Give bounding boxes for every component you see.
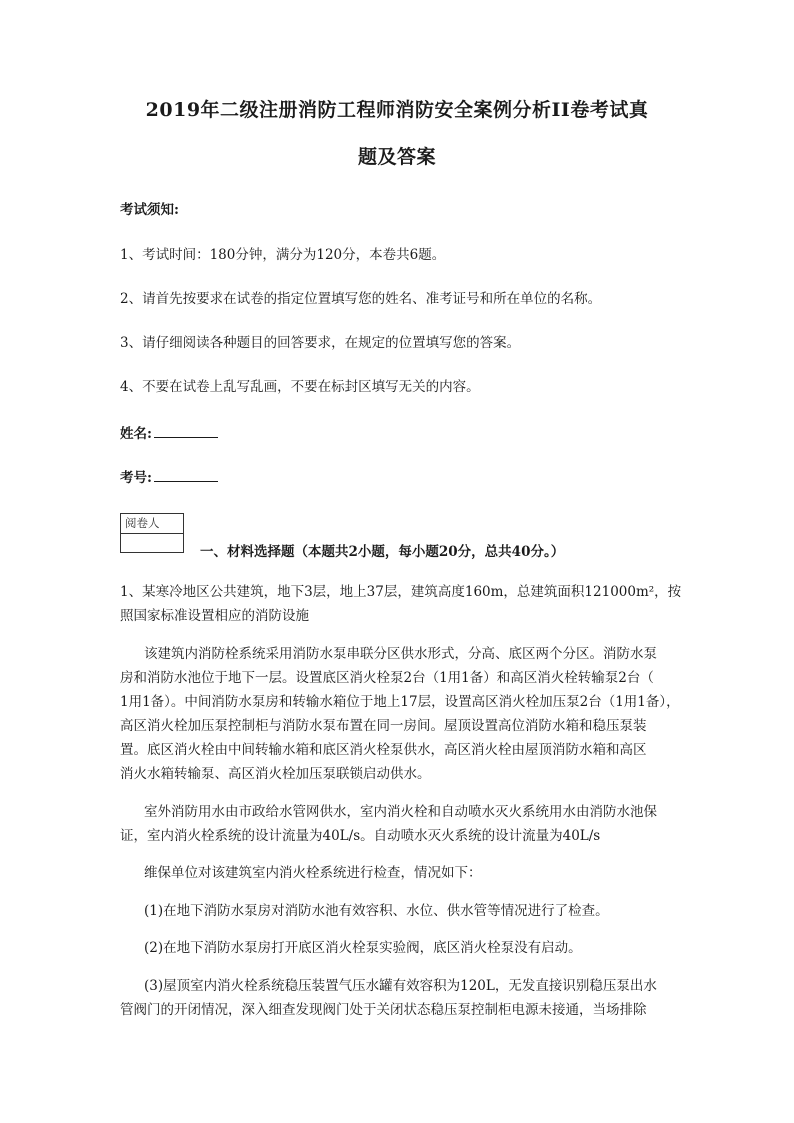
- paragraph-line: 管阀门的开闭情况，深入细查发现阀门处于关闭状态稳压泵控制柜电源未接通，当场排除: [120, 1002, 647, 1018]
- notice-item-2: 2、请首先按要求在试卷的指定位置填写您的姓名、准考证号和所在单位的名称。: [120, 291, 602, 307]
- check-item-1: [120, 899, 668, 923]
- question1-intro-line: 照国家标准设置相应的消防设施: [120, 608, 309, 624]
- question1-intro: [120, 580, 682, 628]
- paragraph-line: 置。底区消火栓由中间转输水箱和底区消火栓泵供水，高区消火栓由屋顶消防水箱和高区: [120, 742, 647, 758]
- notice-item-1: 1、考试时间：180分钟，满分为120分，本卷共6题。: [120, 247, 446, 263]
- page-title-line2: 题及答案: [357, 146, 436, 168]
- grader-stamp-box: [120, 513, 184, 553]
- question1-paragraph-2: [120, 800, 668, 848]
- number-blank[interactable]: [154, 467, 218, 482]
- check-item-3: [120, 974, 668, 1022]
- paragraph-line: 房和消防水池位于地下一层。设置底区消火栓泵2台（1用1备）和高区消火栓转输泵2台（: [120, 670, 654, 686]
- paragraph-line: 维保单位对该建筑室内消火栓系统进行检查，情况如下：: [144, 865, 482, 881]
- paragraph-line: 消火水箱转输泵、高区消火栓加压泵联锁启动供水。: [120, 766, 431, 782]
- section-heading: 一、材料选择题（本题共2小题，每小题20分，总共40分。）: [200, 544, 565, 560]
- grader-stamp-label: 阅卷人: [121, 514, 183, 534]
- paragraph-line: 1用1备）。中间消防水泵房和转输水箱位于地上17层，设置高区消火栓加压泵2台（1用1备），: [120, 694, 680, 710]
- paragraph-line: (2)在地下消防水泵房打开底区消火栓泵实验阀，底区消火栓泵没有启动。: [144, 940, 582, 956]
- number-label: 考号:: [120, 470, 152, 486]
- page-title-line1: 2019年二级注册消防工程师消防安全案例分析II卷考试真: [145, 99, 649, 121]
- name-field[interactable]: [120, 423, 218, 443]
- name-label: 姓名:: [120, 426, 152, 442]
- check-item-2: [120, 936, 668, 960]
- question1-paragraph-3: [120, 861, 668, 885]
- notice-item-3: 3、请仔细阅读各种题目的回答要求，在规定的位置填写您的答案。: [120, 335, 521, 351]
- paragraph-line: 该建筑内消防栓系统采用消防水泵串联分区供水形式，分高、底区两个分区。消防水泵: [144, 646, 657, 662]
- question1-paragraph-1: [120, 642, 680, 786]
- notice-item-4: 4、不要在试卷上乱写乱画，不要在标封区填写无关的内容。: [120, 379, 480, 395]
- name-blank[interactable]: [154, 423, 218, 438]
- paragraph-line: 证，室内消火栓系统的设计流量为40L/s。自动喷水灭火系统的设计流量为40L/s: [120, 828, 601, 844]
- notice-heading: 考试须知:: [120, 202, 179, 218]
- paragraph-line: (3)屋顶室内消火栓系统稳压装置气压水罐有效容积为120L，无发直接识别稳压泵出水: [144, 978, 657, 994]
- paragraph-line: 室外消防用水由市政给水管网供水，室内消火栓和自动喷水灭火系统用水由消防水池保: [144, 804, 657, 820]
- paragraph-line: 高区消火栓加压泵控制柜与消防水泵布置在同一房间。屋顶设置高位消防水箱和稳压泵装: [120, 718, 647, 734]
- question1-intro-line: 1、某寒冷地区公共建筑，地下3层，地上37层，建筑高度160m，总建筑面积121000m²，按: [120, 584, 682, 600]
- paragraph-line: (1)在地下消防水泵房对消防水池有效容积、水位、供水管等情况进行了检查。: [144, 903, 609, 919]
- number-field[interactable]: [120, 467, 218, 487]
